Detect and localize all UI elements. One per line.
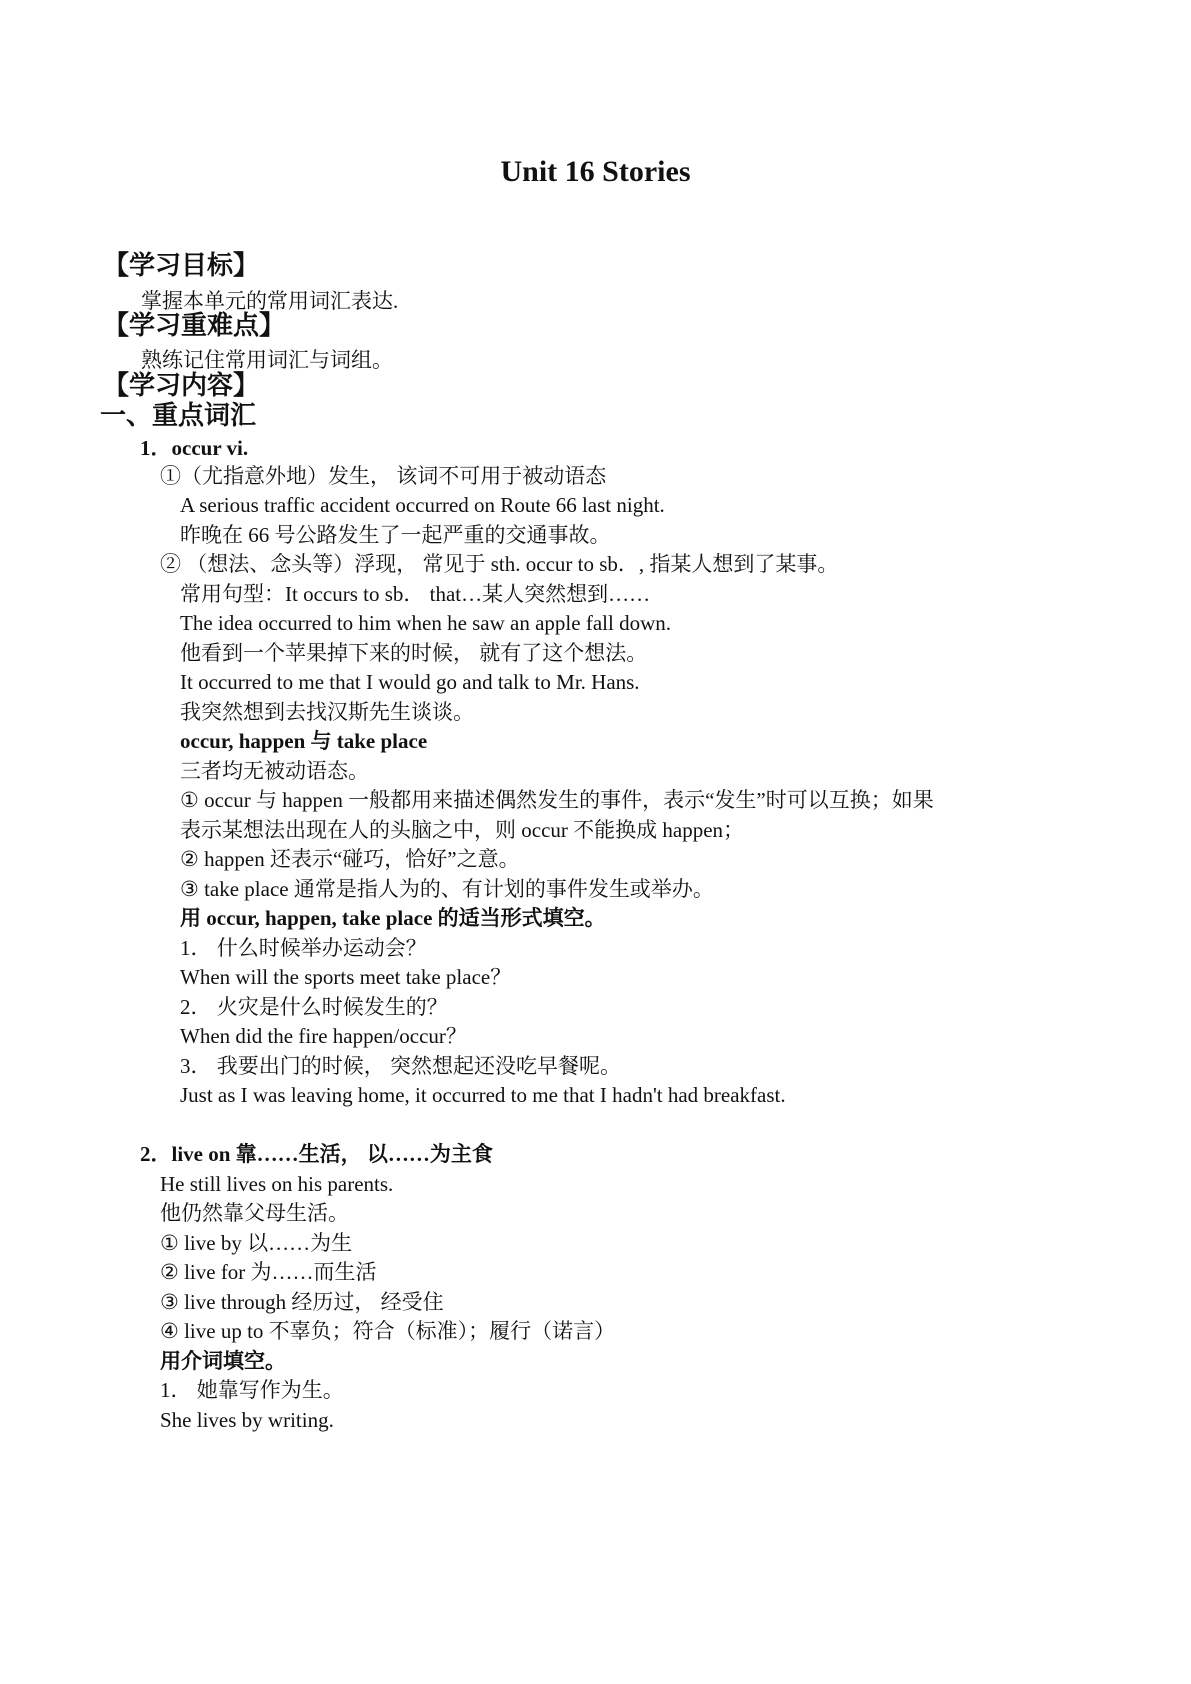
item1-example3-cn: 我突然想到去找汉斯先生谈谈。: [180, 700, 474, 724]
comparison-title: occur, happen 与 take place: [180, 729, 428, 753]
exercise1-answer1: When will the sports meet take place？: [180, 965, 512, 989]
item1-heading: 1．occur vi.: [140, 436, 249, 460]
section-heading-vocabulary: 一、重点词汇: [100, 401, 257, 431]
exercise2-question1: 1． 她靠写作为生。: [160, 1378, 344, 1402]
goal-text: 掌握本单元的常用词汇表达.: [141, 289, 399, 313]
item1-meaning2: ② （想法、念头等）浮现， 常见于 sth. occur to sb．, 指某人想到了某事。: [160, 552, 839, 576]
exercise2-title: 用介词填空。: [160, 1349, 286, 1373]
exercise1-title: 用 occur, happen, take place 的适当形式填空。: [180, 906, 606, 930]
exercise1-answer2: When did the fire happen/occur？: [180, 1024, 467, 1048]
heading-key-points: 【学习重难点】: [103, 311, 286, 341]
comparison-point2: ② happen 还表示“碰巧，恰好”之意。: [180, 847, 520, 871]
exercise1-question3: 3． 我要出门的时候， 突然想起还没吃早餐呢。: [180, 1054, 621, 1078]
item2-example-cn: 他仍然靠父母生活。: [160, 1201, 349, 1225]
item1-meaning1-example-en: A serious traffic accident occurred on Route 66 last night.: [180, 493, 665, 517]
exercise1-question2: 2． 火灾是什么时候发生的？: [180, 995, 448, 1019]
page-title: Unit 16 Stories: [500, 155, 691, 188]
item1-meaning1: ①（尤指意外地）发生， 该词不可用于被动语态: [160, 464, 607, 488]
key-points-text: 熟练记住常用词汇与词组。: [141, 348, 393, 372]
item1-meaning1-example-cn: 昨晚在 66 号公路发生了一起严重的交通事故。: [180, 523, 611, 547]
item1-example2-cn: 他看到一个苹果掉下来的时候， 就有了这个想法。: [180, 641, 648, 665]
item2-phrase3: ③ live through 经历过， 经受住: [160, 1290, 444, 1314]
exercise1-question1: 1． 什么时候举办运动会？: [180, 936, 427, 960]
item2-phrase2: ② live for 为……而生活: [160, 1260, 377, 1284]
item2-phrase1: ① live by 以……为生: [160, 1231, 353, 1255]
heading-content: 【学习内容】: [103, 371, 260, 401]
item1-example2-en: The idea occurred to him when he saw an apple fall down.: [180, 611, 671, 635]
comparison-note: 三者均无被动语态。: [180, 759, 369, 783]
exercise2-answer1: She lives by writing.: [160, 1408, 334, 1432]
comparison-point3: ③ take place 通常是指人为的、有计划的事件发生或举办。: [180, 877, 714, 901]
item2-phrase4: ④ live up to 不辜负；符合（标准）；履行（诺言）: [160, 1319, 616, 1343]
item2-example-en: He still lives on his parents.: [160, 1172, 394, 1196]
item1-example3-en: It occurred to me that I would go and talk to Mr. Hans.: [180, 670, 640, 694]
comparison-point1b: 表示某想法出现在人的头脑之中，则 occur 不能换成 happen；: [180, 818, 745, 842]
heading-goal: 【学习目标】: [103, 251, 260, 281]
exercise1-answer3: Just as I was leaving home, it occurred to me that I hadn't had breakfast.: [180, 1083, 786, 1107]
item1-pattern: 常用句型：It occurs to sb． that…某人突然想到……: [180, 582, 651, 606]
item2-heading: 2．live on 靠……生活， 以……为主食: [140, 1142, 493, 1166]
comparison-point1a: ① occur 与 happen 一般都用来描述偶然发生的事件，表示“发生”时可以互换；如果: [180, 788, 934, 812]
